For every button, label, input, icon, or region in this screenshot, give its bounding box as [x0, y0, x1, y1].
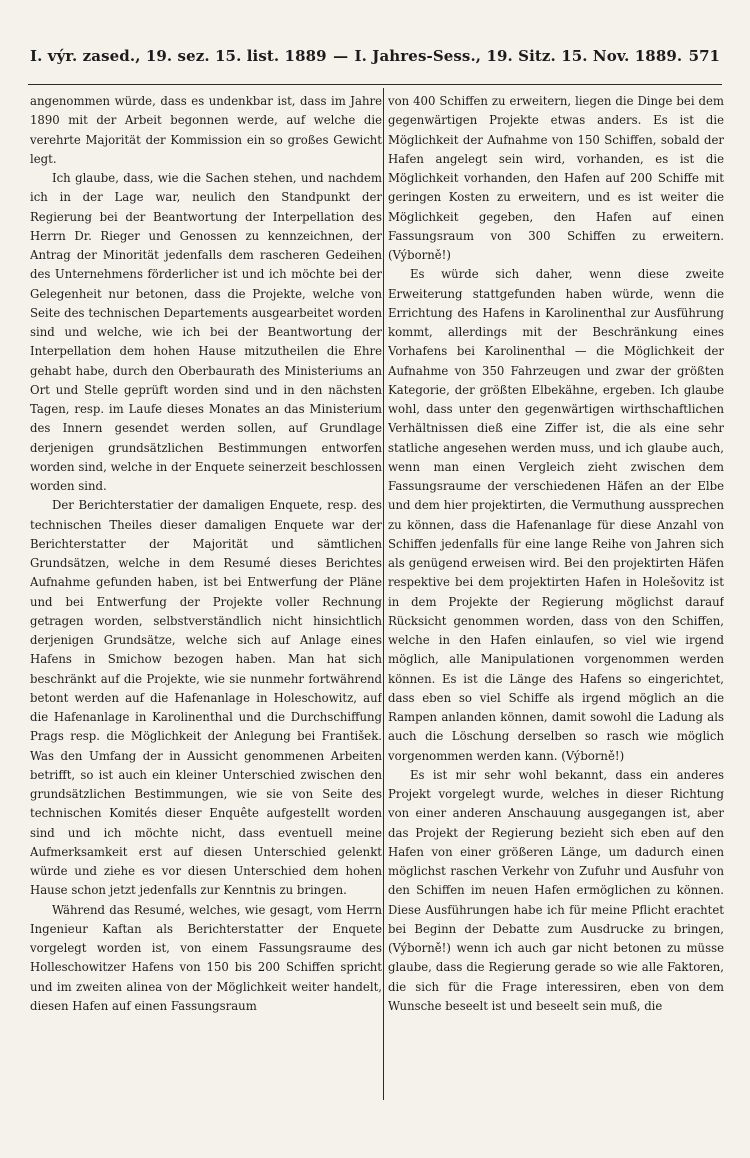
left-paragraph-2: Ich glaube, dass, wie die Sachen stehen, und nachdem ich in der Lage war, neulich den Standpunkt der Regierung bei der Beantwortung der Interpellation des Herrn Dr. Rieger und Genossen zu kennzeichnen, der Antrag der Minorität jedenfalls dem rascheren Gedeihen des Unternehmens förderlicher ist und ich möchte bei der Gelegenheit nur betonen, dass die Projekte, welche von Seite des technischen Departements ausgearbeitet worden sind und welche, wie ich bei der Beantwortung der Interpellation dem hohen Hause mitzutheilen die Ehre gehabt habe, durch den Oberbaurath des Ministeriums an Ort und Stelle geprüft worden sind und in den nächsten Tagen, resp. im Laufe dieses Monates an das Ministerium des Innern gesendet werden sollen, auf Grundlage derjenigen grundsätzlichen Bestimmungen entworfen worden sind, welche in der Enquete seinerzeit beschlossen worden sind.	[30, 171, 382, 493]
right-paragraph-3: Es ist mir sehr wohl bekannt, dass ein anderes Projekt vorgelegt wurde, welches in dieser Richtung von einer anderen Anschauung ausgegangen ist, aber das Projekt der Regierung bezieht sich eben auf den Hafen von einer größeren Länge, um dadurch einen möglichst raschen Verkehr von Zufuhr und Ausfuhr von den Schiffen im neuen Hafen ermöglichen zu können. Diese Ausführungen habe ich für meine Pflicht erachtet bei Beginn der Debatte zum Ausdrucke zu bringen, (Výborně!) wenn ich auch gar nicht betonen zu müsse glaube, dass die Regierung gerade so wie alle Faktoren, die sich für die Frage interessiren, eben von dem Wunsche beseelt ist und beseelt sein muß, die	[388, 767, 724, 1013]
header-rule	[28, 84, 722, 85]
left-paragraph-4: Während das Resumé, welches, wie gesagt, vom Herrn Ingenieur Kaftan als Berichterstatter der Enquete vorgelegt worden ist, von einem Fassungsraume des Holleschowitzer Hafens von 150 bis 200 Schiffen spricht und im zweiten alinea von der Möglichkeit weiter handelt, diesen Hafen auf einen Fassungsraum	[30, 902, 382, 1013]
right-paragraph-1: von 400 Schiffen zu erweitern, liegen die Dinge bei dem gegenwärtigen Projekte etwas anders. Es ist die Möglichkeit der Aufnahme von 150 Schiffen, sobald der Hafen angelegt sein wird, vorhanden, es ist die Möglichkeit vorhanden, den Hafen auf 200 Schiffe mit geringen Kosten zu erweitern, und es ist weiter die Möglichkeit gegeben, den Hafen auf einen Fassungsraum von 300 Schiffen zu erweitern. (Výborně!)	[388, 94, 724, 262]
header-czech-session: I. výr. zased., 19. sez. 15. list. 1889	[30, 47, 327, 65]
left-paragraph-3: Der Berichterstatier der damaligen Enquete, resp. des technischen Theiles dieser damaligen Enquete war der Berichterstatter der Majorität und sämtlichen Grundsätzen, welche in dem Resumé dieses Berichtes Aufnahme gefunden haben, ist bei Entwerfung der Pläne und bei Entwerfung der Projekte voller Rechnung getragen worden, selbstverständlich nicht hinsichtlich derjenigen Grundsätze, welche sich auf Anlage eines Hafens in Smichow bezogen haben. Man hat sich beschränkt auf die Projekte, wie sie nunmehr fortwährend betont werden auf die Hafenanlage in Holeschowitz, auf die Hafenanlage in Karolinenthal und die Durchschiffung Prags resp. die Möglichkeit der Anlegung bei František. Was den Umfang der in Aussicht genommenen Arbeiten betrifft, so ist auch ein kleiner Unterschied zwischen den grundsätzlichen Bestimmungen, wie sie von Seite des technischen Komités dieser Enquête aufgestellt worden sind und ich möchte nicht, dass eventuell meine Aufmerksamkeit erst auf diesen Unterschied gelenkt würde und ziehe es vor diesen Unterschied dem hohen Hause schon jetzt jedenfalls zur Kenntnis zu bringen.	[30, 498, 382, 898]
right-column	[388, 92, 724, 1092]
left-paragraph-1: angenommen würde, dass es undenkbar ist, dass im Jahre 1890 mit der Arbeit begonnen werde, auf welche die verehrte Majorität der Kommission ein so großes Gewicht legt.	[30, 94, 382, 166]
page-number: 571	[688, 47, 720, 65]
header-german-session: I. Jahres-Sess., 19. Sitz. 15. Nov. 1889.	[354, 47, 683, 65]
column-divider	[383, 88, 384, 1100]
right-paragraph-2: Es würde sich daher, wenn diese zweite Erweiterung stattgefunden haben würde, wenn die Errichtung des Hafens in Karolinenthal zur Ausführung kommt, allerdings mit der Beschränkung eines Vorhafens bei Karolinenthal — die Möglichkeit der Aufnahme von 350 Fahrzeugen und zwar der größten Kategorie, der größten Elbekähne, ergeben. Ich glaube wohl, dass unter den gegenwärtigen wirthschaftlichen Verhältnissen dieß eine Ziffer ist, die als eine sehr statliche angesehen werden muss, und ich glaube auch, wenn man einen Vergleich zieht zwischen dem Fassungsraume der verschiedenen Häfen an der Elbe und dem hier projektirten, die Vermuthung aussprechen zu können, dass die Hafenanlage für diese Anzahl von Schiffen jedenfalls für eine lange Reihe von Jahren sich als genügend erweisen wird. Bei den projektirten Häfen respektive bei dem projektirten Hafen in Holešovitz ist in dem Projekte der Regierung möglichst darauf Rücksicht genommen worden, dass von den Schiffen, welche in den Hafen einlaufen, so viel wie irgend möglich, alle Manipulationen vorgenommen werden können. Es ist die Länge des Hafens so eingerichtet, dass eben so viel Schiffe als irgend möglich an die Rampen anlanden können, damit sowohl die Ladung als auch die Löschung derselben so rasch wie möglich vorgenommen werden kann. (Výborně!)	[388, 267, 724, 763]
left-column	[30, 92, 382, 1092]
running-header	[30, 42, 720, 70]
header-dash: —	[333, 47, 349, 65]
